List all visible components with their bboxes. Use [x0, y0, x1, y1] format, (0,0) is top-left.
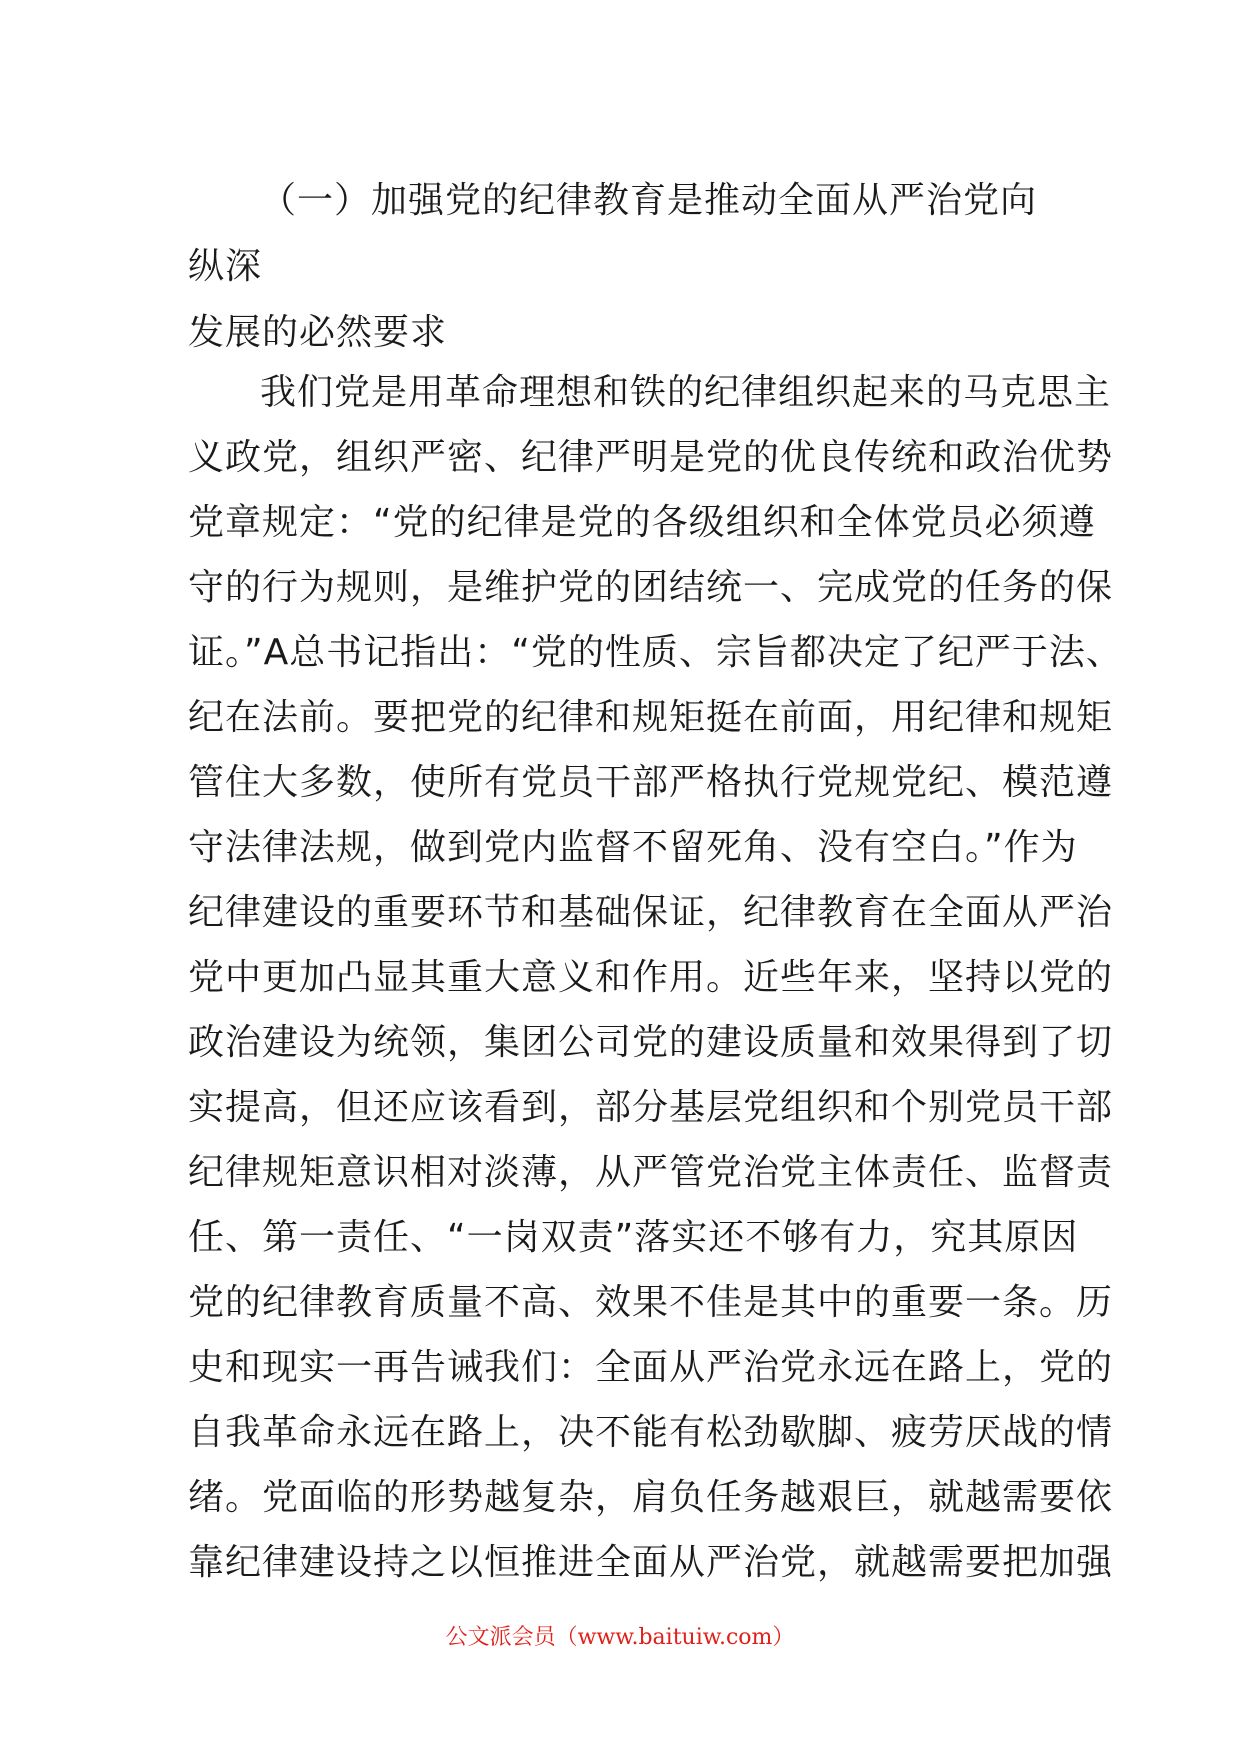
paragraph-line: 史和现实一再告诫我们：全面从严治党永远在路上，党的	[188, 1347, 1114, 1388]
paragraph-line: 党中更加凸显其重大意义和作用。近些年来，坚持以党的	[188, 957, 1114, 998]
section-heading-line-2: 发展的必然要求	[188, 312, 448, 353]
paragraph-line: 守法律法规，做到党内监督不留死角、没有空白。”作为	[188, 827, 1078, 868]
paragraph-line: 纪在法前。要把党的纪律和规矩挺在前面，用纪律和规矩	[188, 697, 1114, 738]
paragraph-line: 党的纪律教育质量不高、效果不佳是其中的重要一条。历	[188, 1282, 1114, 1323]
paragraph-line: 政治建设为统领，集团公司党的建设质量和效果得到了切	[188, 1022, 1114, 1063]
paragraph-line: 义政党，组织严密、纪律严明是党的优良传统和政治优势	[188, 437, 1114, 478]
paragraph-line: 我们党是用革命理想和铁的纪律组织起来的马克思主	[260, 372, 1112, 413]
footer-watermark: 公文派会员（www.baituiw.com）	[445, 1625, 795, 1650]
paragraph-line: 纪律规矩意识相对淡薄，从严管党治党主体责任、监督责	[188, 1152, 1114, 1193]
paragraph-line: 证。”A总书记指出：“党的性质、宗旨都决定了纪严于法、	[188, 632, 1123, 673]
paragraph-line: 守的行为规则，是维护党的团结统一、完成党的任务的保	[188, 567, 1114, 608]
paragraph-line: 任、第一责任、“一岗双责”落实还不够有力，究其原因	[188, 1217, 1079, 1258]
paragraph-line: 管住大多数，使所有党员干部严格执行党规党纪、模范遵	[188, 762, 1114, 803]
paragraph-line: 绪。党面临的形势越复杂，肩负任务越艰巨，就越需要依	[188, 1477, 1114, 1518]
paragraph-line: 党章规定：“党的纪律是党的各级组织和全体党员必须遵	[188, 502, 1096, 543]
body-paragraph	[188, 360, 1123, 1595]
section-heading	[188, 168, 1068, 366]
paragraph-line: 靠纪律建设持之以恒推进全面从严治党，就越需要把加强	[188, 1542, 1114, 1583]
paragraph-line: 自我革命永远在路上，决不能有松劲歇脚、疲劳厌战的情	[188, 1412, 1114, 1453]
paragraph-line: 实提高，但还应该看到，部分基层党组织和个别党员干部	[188, 1087, 1114, 1128]
section-heading-line-1: （一）加强党的纪律教育是推动全面从严治党向纵深	[188, 180, 1038, 287]
paragraph-line: 纪律建设的重要环节和基础保证，纪律教育在全面从严治	[188, 892, 1114, 933]
